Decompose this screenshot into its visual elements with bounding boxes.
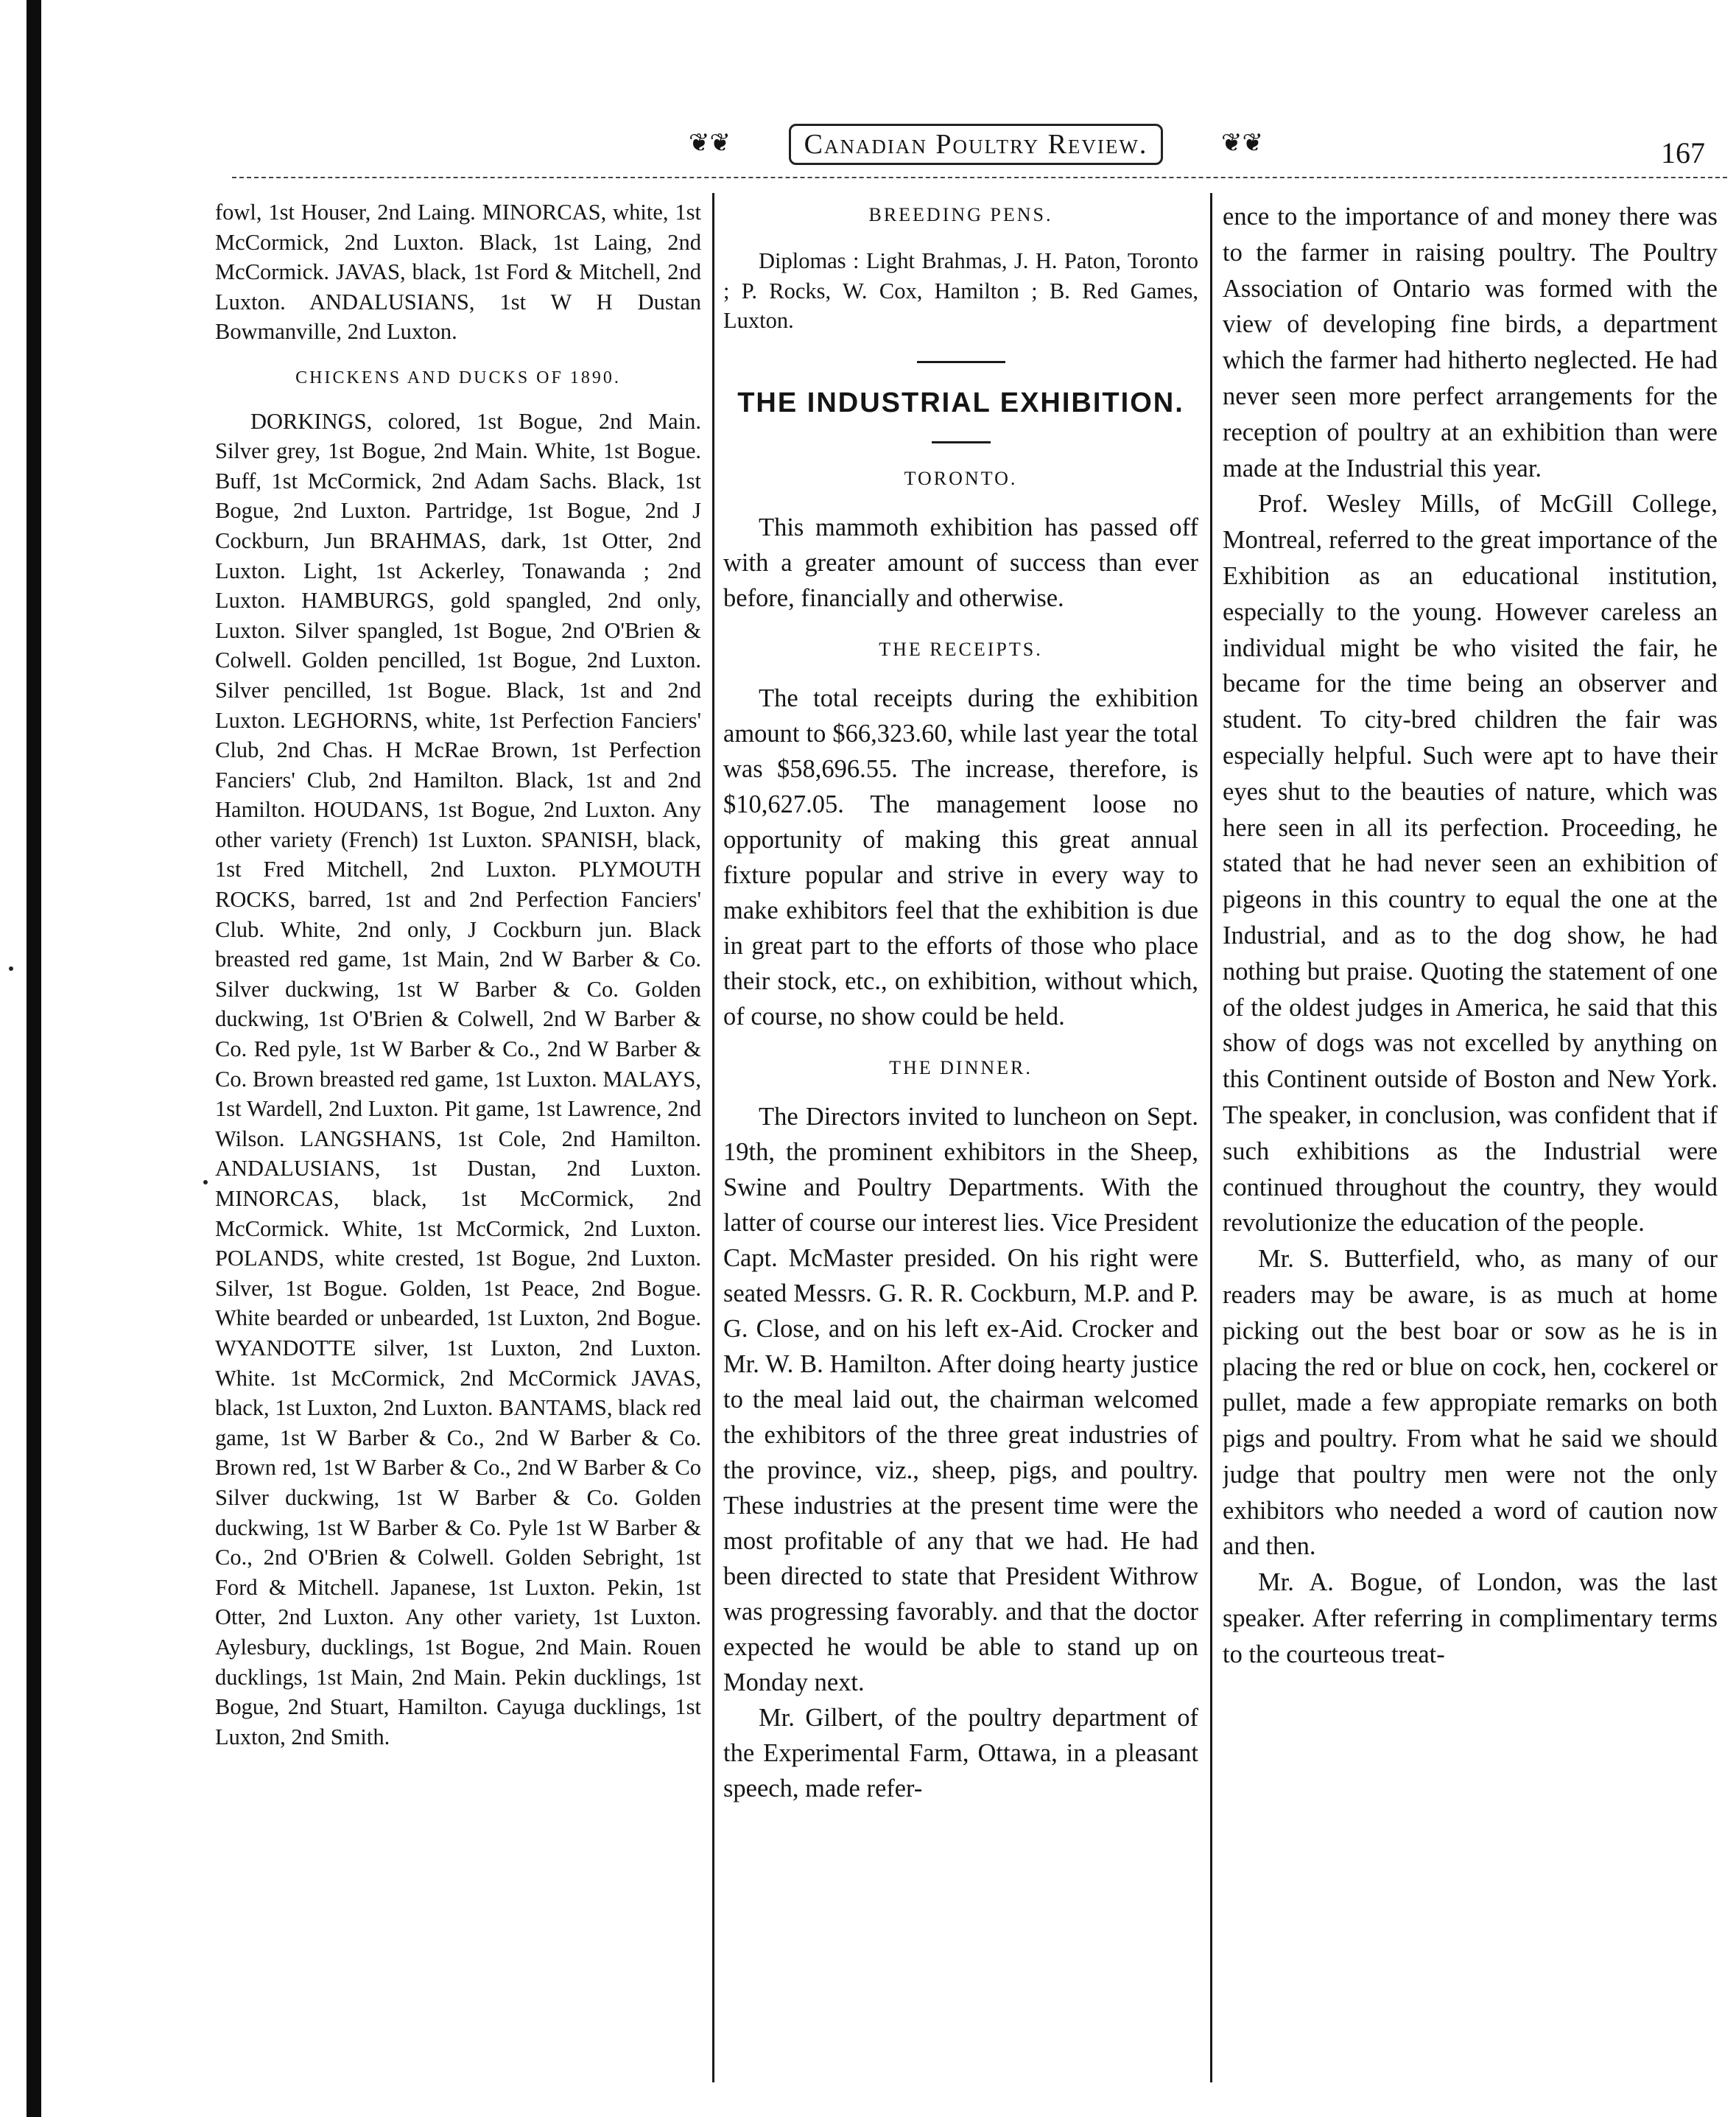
article-headline: THE INDUSTRIAL EXHIBITION. (737, 387, 1184, 418)
page-binding-edge (27, 0, 41, 2117)
intro-paragraph: This mammoth exhibition has passed off with a greater amount of success than ever before, financially and otherwise. (723, 513, 1198, 612)
dinner-paragraph: The Directors invited to luncheon on Sept. 19th, the prominent exhibitors in the Sheep, Swine and Poultry Departments. With the latter of course our interest lies. Vice President Capt. McMaster presided. On his right were seated Messrs. G. R. R. Cockburn, M.P. and P. G. Close, and on his left ex-Aid. Crocker and Mr. W. B. Hamilton. After doing hearty justice to the meal laid out, the chairman welcomed the exhibitors of the three great industries of the province, viz., sheep, pigs, and poultry. These industries at the present time were the most profitable of any that we had. He had been directed to state that President Withrow was progressing favorably. and that the doctor expected he would be able to stand up on Monday next. (723, 1102, 1198, 1696)
ornament-left-icon: ❦❦ (689, 130, 731, 157)
subhead-chickens-ducks: CHICKENS AND DUCKS OF 1890. (295, 368, 621, 387)
mills-paragraph: Prof. Wesley Mills, of McGill College, Montreal, referred to the great importance of the Exhibition as an educational institution, especially to the young. However careless an individual might be who visited the fair, he became for the time being an observer and student. To city-bred children the fair was especially helpful. Such were apt to have their eyes shut to the beauties of nature, which was here seen in all its perfection. Proceeding, he stated that he had never seen an exhibition of pigeons in this country to equal the one at the Industrial, and as to the dog show, he had nothing but praise. Quoting the statement of one of the oldest judges in America, he said that this show of dogs was not excelled by anything on this Continent outside of Boston and New York. The speaker, in conclusion, was confident that if such exhibitions as the Industrial were continued throughout the country, they would revolutionize the education of the people. (1223, 490, 1718, 1237)
masthead (689, 124, 1263, 168)
column-rule-2 (1210, 193, 1212, 2082)
page-number: 167 (1661, 136, 1705, 169)
butterfield-paragraph: Mr. S. Butterfield, who, as many of our readers may be aware, is as much at home picking out the best boar or sow as he is in placing the red or blue on cock, hen, cockerel or pullet, made a few appropiate remarks on both pigs and poultry. From what he said we should judge that poultry men were not the only exhibitors who needed a word of caution now and then. (1223, 1245, 1718, 1561)
section-rule-small (932, 441, 991, 443)
gilbert-paragraph: Mr. Gilbert, of the poultry department of the Experimental Farm, Ottawa, in a pleasant speech, made refer- (723, 1703, 1198, 1802)
subhead-receipts: THE RECEIPTS. (879, 638, 1043, 660)
ornament-right-icon: ❦❦ (1221, 130, 1263, 157)
header-rule (232, 177, 1727, 178)
prize-list-continued: fowl, 1st Houser, 2nd Laing. MINORCAS, white, 1st McCormick, 2nd Luxton. Black, 1st Laing, 2nd McCormick. JAVAS, black, 1st Ford & Mitchell, 2nd Luxton. ANDALUSIANS, 1st W H Dustan Bowmanville, 2nd Luxton. (215, 200, 701, 345)
masthead-title: Canadian Poultry Review. (789, 124, 1164, 165)
column-3 (1223, 199, 1718, 2085)
receipts-paragraph: The total receipts during the exhibition amount to $66,323.60, while last year the total was $58,696.55. The increase, therefore, is $10,627.05. The management loose no opportunity of making this great annual fixture popular and strive in every way to make exhibitors feel that the exhibition is due in great part to the efforts of those who place their stock, etc., on exhibition, without which, of course, no show could be held. (723, 684, 1198, 1031)
subhead-breeding-pens: BREEDING PENS. (868, 204, 1053, 225)
prize-list-chickens-ducks: DORKINGS, colored, 1st Bogue, 2nd Main. Silver grey, 1st Bogue, 2nd Main. White, 1st Bogue. Buff, 1st McCormick, 2nd Adam Sachs. Black, 1st Bogue, 2nd Luxton. Partridge, 1st Bogue, 2nd J Cockburn, Jun BRAHMAS, dark, 1st Otter, 2nd Luxton. Light, 1st Ackerley, Tonawanda ; 2nd Luxton. HAMBURGS, gold spangled, 2nd only, Luxton. Silver spangled, 1st Bogue, 2nd O'Brien & Colwell. Golden pencilled, 1st Bogue, 2nd Luxton. Silver pencilled, 1st Bogue. Black, 1st and 2nd Luxton. LEGHORNS, white, 1st Perfection Fanciers' Club, 2nd Chas. H McRae Brown, 1st Perfection Fanciers' Club, 2nd Hamilton. Black, 1st and 2nd Hamilton. HOUDANS, 1st Bogue, 2nd Luxton. Any other variety (French) 1st Luxton. SPANISH, black, 1st Fred Mitchell, 2nd Luxton. PLYMOUTH ROCKS, barred, 1st and 2nd Perfection Fanciers' Club. White, 2nd only, J Cockburn jun. Black breasted red game, 1st Main, 2nd W Barber & Co. Silver duckwing, 1st W Barber & Co. Golden duckwing, 1st O'Brien & Colwell, 2nd W Barber & Co. Red pyle, 1st W Barber & Co., 2nd W Barber & Co. Brown breasted red game, 1st Luxton. MALAYS, 1st Wardell, 2nd Luxton. Pit game, 1st Lawrence, 2nd Wilson. LANGSHANS, 1st Cole, 2nd Hamilton. ANDALUSIANS, 1st Dustan, 2nd Luxton. MINORCAS, black, 1st McCormick, 2nd McCormick. White, 1st McCormick, 2nd Luxton. POLANDS, white crested, 1st Bogue, 2nd Luxton. Silver, 1st Bogue. Golden, 1st Peace, 2nd Bogue. White bearded or unbearded, 1st Luxton, 2nd Bogue. WYANDOTTE silver, 1st Luxton, 2nd Luxton. White. 1st McCormick, 2nd McCormick JAVAS, black, 1st Luxton, 2nd Luxton. BANTAMS, black red game, 1st W Barber & Co., 2nd W Barber & Co. Brown red, 1st W Barber & Co., 2nd W Barber & Co Silver duckwing, 1st W Barber & Co. Golden duckwing, 1st W Barber & Co. Pyle 1st W Barber & Co., 2nd O'Brien & Colwell. Golden Sebright, 1st Ford & Mitchell. Japanese, 1st Luxton. Pekin, 1st Otter, 2nd Luxton. Any other variety, 1st Luxton. Aylesbury, ducklings, 1st Bogue, 2nd Main. Rouen ducklings, 1st Main, 2nd Main. Pekin ducklings, 1st Bogue, 2nd Stuart, Hamilton. Cayuga ducklings, 1st Luxton, 2nd Smith. (215, 408, 701, 1749)
stray-ink-mark (203, 1180, 208, 1184)
column-2 (723, 193, 1198, 2079)
stray-ink-mark (9, 966, 13, 971)
subhead-toronto: TORONTO. (904, 467, 1018, 489)
breeding-pens-text: Diplomas : Light Brahmas, J. H. Paton, Toronto ; P. Rocks, W. Cox, Hamilton ; B. Red Games, Luxton. (723, 248, 1198, 334)
bogue-paragraph: Mr. A. Bogue, of London, was the last speaker. After referring in complimentary terms to the courteous treat- (1223, 1568, 1718, 1668)
section-rule (917, 361, 1005, 363)
column-1 (215, 197, 701, 2068)
subhead-dinner: THE DINNER. (889, 1056, 1033, 1078)
column-rule-1 (712, 193, 714, 2082)
continued-paragraph: ence to the importance of and money there was to the farmer in raising poultry. The Poultry Association of Ontario was formed with the view of developing fine birds, a department which the farmer had hitherto neglected. He had never seen more perfect arrangements for the reception of poultry at an exhibition than were made at the Industrial this year. (1223, 203, 1718, 482)
